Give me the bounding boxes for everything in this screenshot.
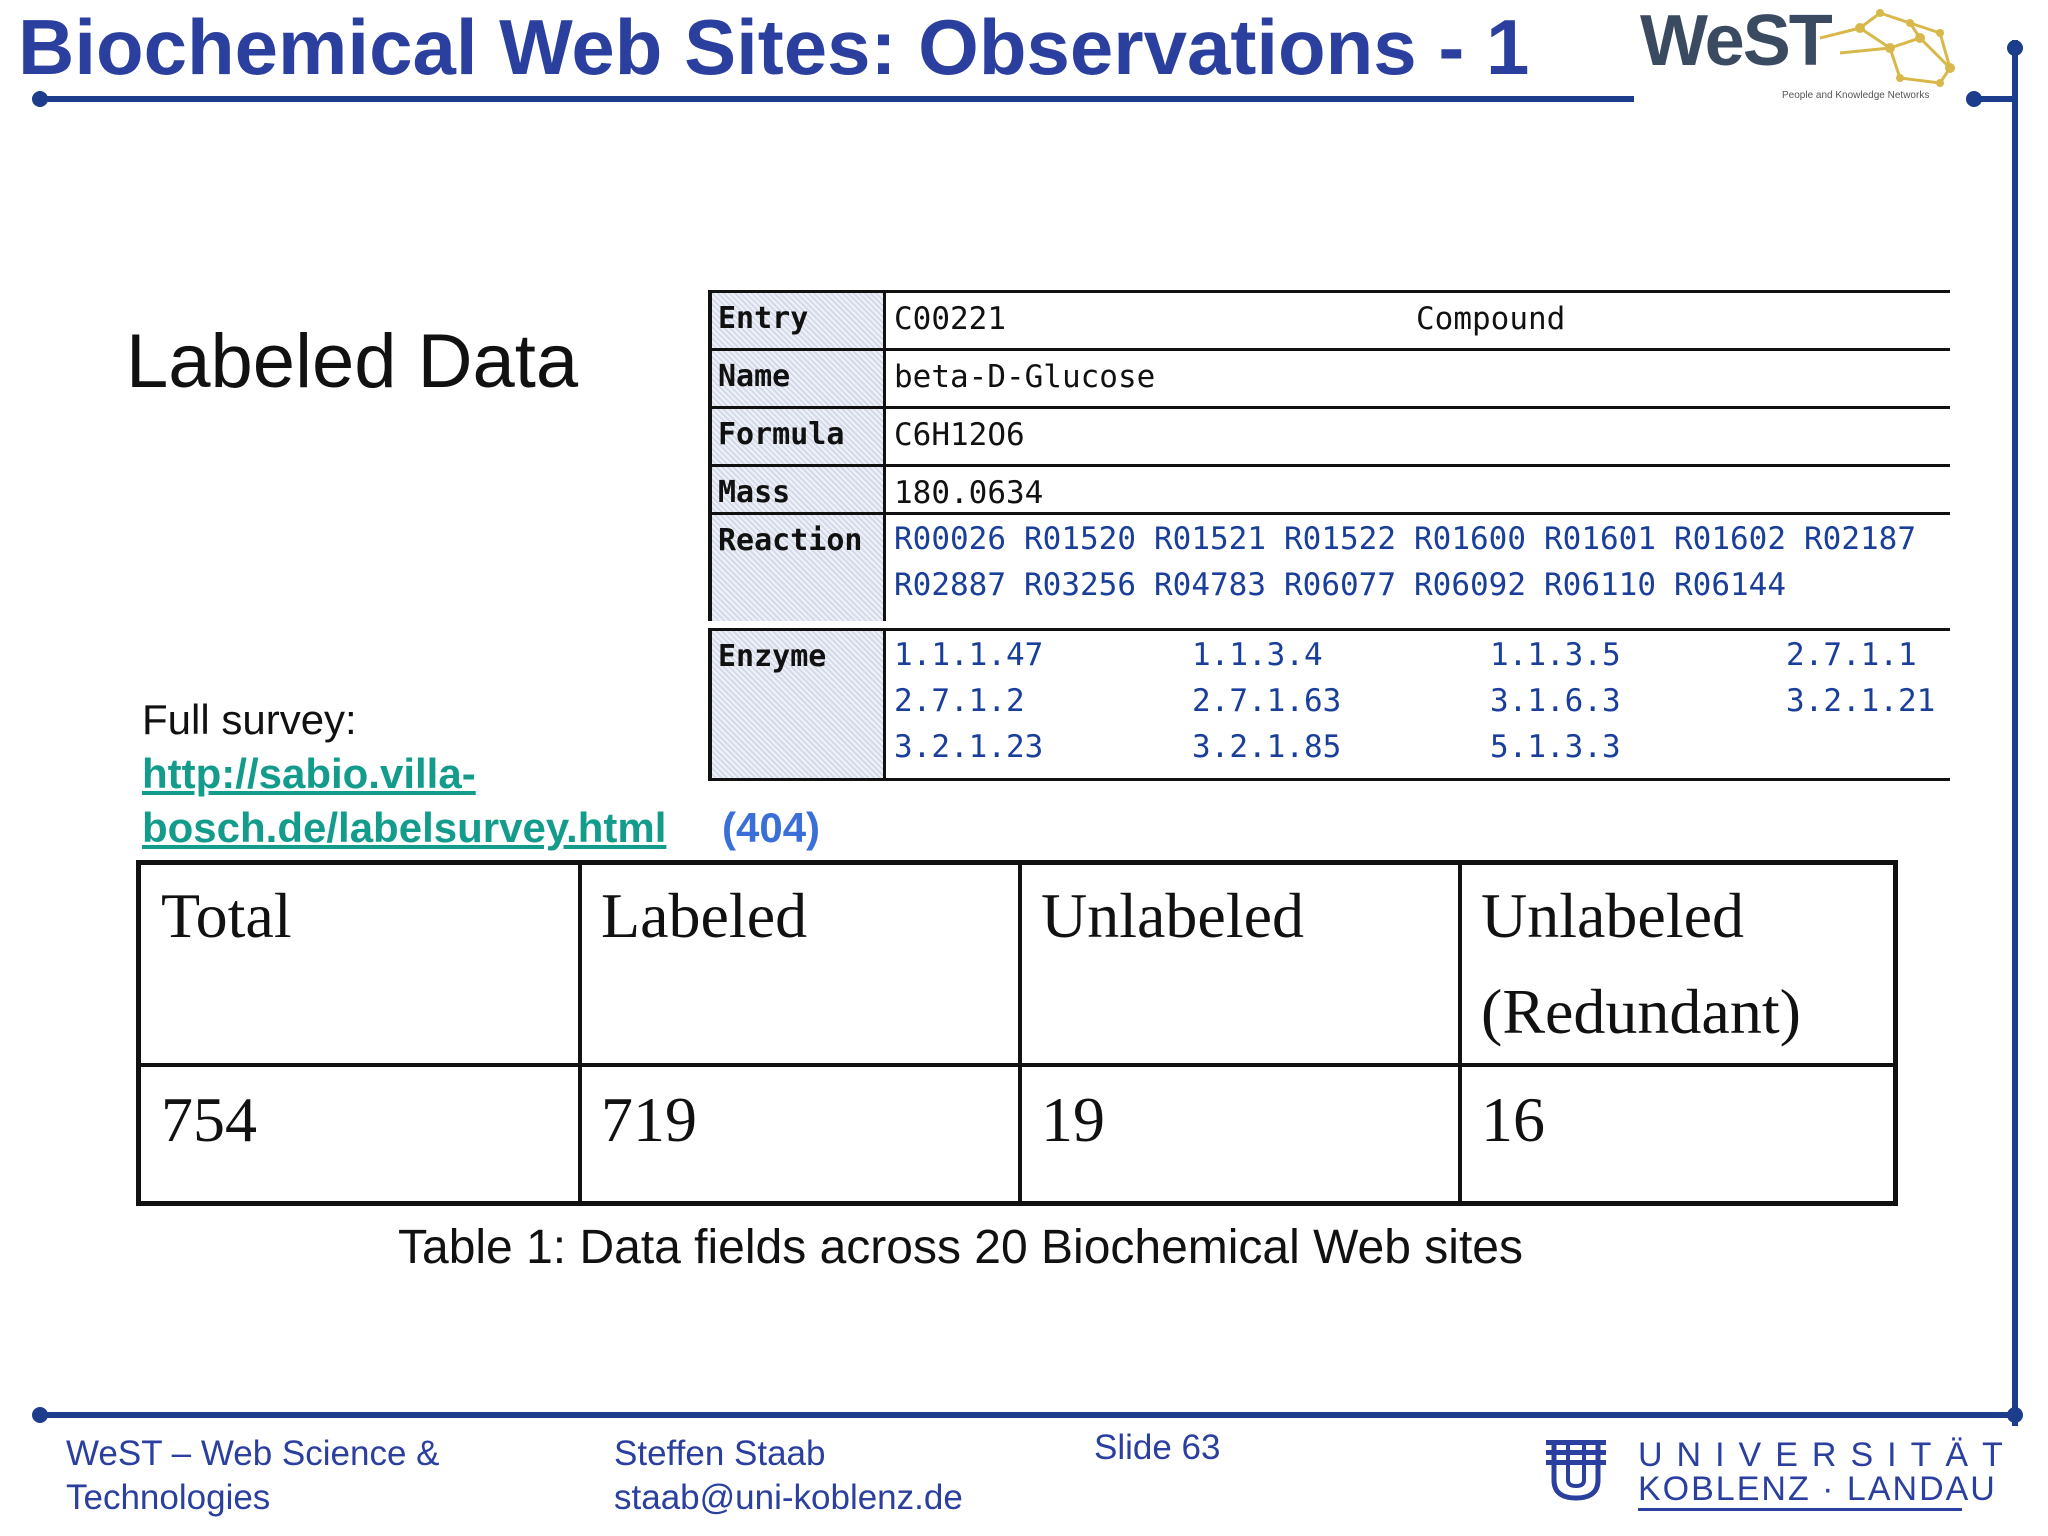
label-counts-table bbox=[136, 860, 1898, 1206]
reaction-link[interactable]: R03256 bbox=[1024, 567, 1136, 603]
header-unlabeled-redundant: Unlabeled bbox=[1481, 880, 1744, 951]
enzyme-link[interactable]: 5.1.3.3 bbox=[1490, 729, 1621, 765]
university-seal-icon bbox=[1536, 1434, 1616, 1506]
header-unlabeled: Unlabeled bbox=[1041, 880, 1304, 951]
header-unlabeled-redundant-sub: (Redundant) bbox=[1481, 976, 1801, 1047]
enzyme-link[interactable]: 1.1.1.47 bbox=[894, 637, 1044, 673]
record-label: Mass bbox=[708, 467, 886, 515]
network-logo-icon bbox=[1820, 8, 1960, 94]
footer-org-line1: WeST – Web Science & bbox=[66, 1434, 440, 1473]
record-label: Name bbox=[708, 351, 886, 409]
formula-value: C6H12O6 bbox=[894, 417, 1025, 453]
enzyme-link[interactable]: 2.7.1.63 bbox=[1192, 683, 1342, 719]
row-divider bbox=[141, 1063, 1893, 1067]
reaction-link[interactable]: R01601 bbox=[1544, 521, 1656, 557]
enzyme-link[interactable]: 1.1.3.4 bbox=[1192, 637, 1323, 673]
record-bottom-rule bbox=[708, 778, 1950, 781]
footer-author: Steffen Staab bbox=[614, 1434, 826, 1473]
reaction-link[interactable]: R04783 bbox=[1154, 567, 1266, 603]
header-labeled: Labeled bbox=[601, 880, 808, 951]
right-rule bbox=[2012, 40, 2018, 1426]
column-divider bbox=[578, 865, 582, 1201]
right-rule-dot bbox=[2007, 40, 2023, 56]
enzyme-link[interactable]: 3.2.1.85 bbox=[1192, 729, 1342, 765]
footer-rule-dot-right bbox=[2007, 1407, 2023, 1423]
section-heading: Labeled Data bbox=[126, 319, 579, 404]
value-unlabeled-redundant: 16 bbox=[1481, 1084, 1545, 1155]
university-underline bbox=[1638, 1508, 1962, 1511]
survey-link[interactable]: bosch.de/labelsurvey.html bbox=[142, 804, 667, 851]
reaction-link[interactable]: R02887 bbox=[894, 567, 1006, 603]
logo-tagline: People and Knowledge Networks bbox=[1782, 90, 1930, 101]
value-unlabeled: 19 bbox=[1041, 1084, 1105, 1155]
logo-underline-dot bbox=[1966, 91, 1982, 107]
west-logo: WeST bbox=[1640, 1, 1831, 81]
university-name: UNIVERSITÄT bbox=[1638, 1436, 2017, 1474]
reaction-link[interactable]: R06110 bbox=[1544, 567, 1656, 603]
title-underline-dot bbox=[32, 91, 48, 107]
slide-title: Biochemical Web Sites: Observations - 1 bbox=[18, 3, 1530, 91]
mass-value: 180.0634 bbox=[894, 475, 1044, 511]
enzyme-link[interactable]: 3.2.1.23 bbox=[894, 729, 1044, 765]
reaction-link[interactable]: R01600 bbox=[1414, 521, 1526, 557]
record-label: Entry bbox=[708, 293, 886, 351]
record-row-name bbox=[708, 348, 1950, 409]
reaction-link[interactable]: R00026 bbox=[894, 521, 1006, 557]
reaction-link[interactable]: R06092 bbox=[1414, 567, 1526, 603]
enzyme-link[interactable]: 3.2.1.21 bbox=[1786, 683, 1936, 719]
name-value: beta-D-Glucose bbox=[894, 359, 1156, 395]
record-label: Formula bbox=[708, 409, 886, 467]
column-divider bbox=[1458, 865, 1462, 1201]
enzyme-link[interactable]: 3.1.6.3 bbox=[1490, 683, 1621, 719]
reaction-link[interactable]: R01522 bbox=[1284, 521, 1396, 557]
reaction-link[interactable]: R06077 bbox=[1284, 567, 1396, 603]
reaction-link[interactable]: R01602 bbox=[1674, 521, 1786, 557]
enzyme-link[interactable]: 1.1.3.5 bbox=[1490, 637, 1621, 673]
reaction-link[interactable]: R01521 bbox=[1154, 521, 1266, 557]
footer-slide-number: Slide 63 bbox=[1094, 1428, 1221, 1467]
value-labeled: 719 bbox=[601, 1084, 697, 1155]
enzyme-link[interactable]: 2.7.1.2 bbox=[894, 683, 1025, 719]
entry-value: C00221 bbox=[894, 301, 1006, 337]
record-label: Enzyme bbox=[708, 631, 886, 781]
footer-rule-dot-left bbox=[32, 1407, 48, 1423]
record-label: Reaction bbox=[708, 515, 886, 621]
record-row-mass bbox=[708, 464, 1950, 515]
survey-label: Full survey: bbox=[142, 696, 357, 743]
reaction-link[interactable]: R02187 bbox=[1804, 521, 1916, 557]
reaction-link[interactable]: R06144 bbox=[1674, 567, 1786, 603]
footer-org-line2: Technologies bbox=[66, 1478, 271, 1517]
survey-link[interactable]: http://sabio.villa- bbox=[142, 750, 476, 797]
university-location: KOBLENZ · LANDAU bbox=[1638, 1470, 1997, 1508]
record-row-enzyme bbox=[708, 628, 1950, 781]
record-row-reaction bbox=[708, 512, 1950, 621]
table-caption: Table 1: Data fields across 20 Biochemical Web sites bbox=[398, 1221, 1523, 1274]
record-row-entry bbox=[708, 290, 1950, 351]
footer-rule bbox=[38, 1412, 2016, 1418]
title-underline bbox=[38, 96, 1634, 102]
record-row-formula bbox=[708, 406, 1950, 467]
enzyme-link[interactable]: 2.7.1.1 bbox=[1786, 637, 1917, 673]
column-divider bbox=[1018, 865, 1022, 1201]
reaction-link[interactable]: R01520 bbox=[1024, 521, 1136, 557]
entry-type: Compound bbox=[1416, 301, 1566, 337]
footer-email: staab@uni-koblenz.de bbox=[614, 1478, 963, 1517]
value-total: 754 bbox=[161, 1084, 257, 1155]
survey-status: (404) bbox=[722, 804, 821, 851]
header-total: Total bbox=[161, 880, 292, 951]
